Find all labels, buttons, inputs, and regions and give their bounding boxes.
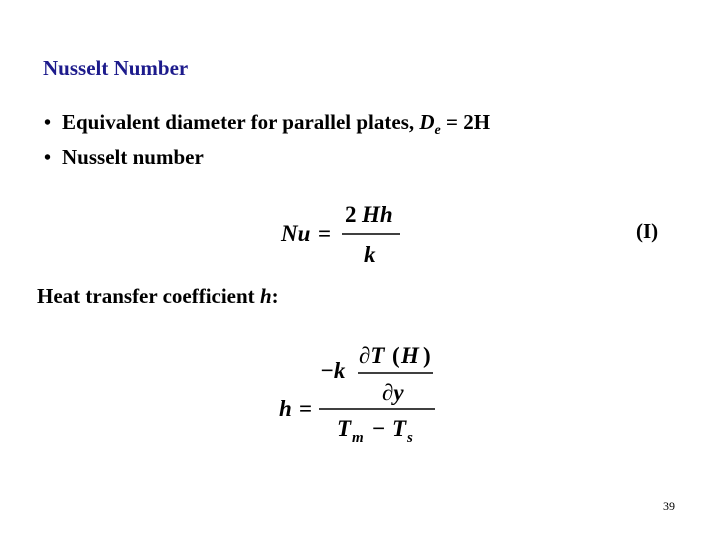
eq2-equals: =: [299, 396, 313, 421]
slide-title: Nusselt Number: [43, 56, 189, 80]
equation-label: (I): [636, 219, 659, 243]
bullet-icon: •: [44, 112, 52, 134]
diameter-subscript: e: [434, 123, 441, 138]
diameter-value: = 2H: [440, 110, 491, 134]
eq2-open-paren: (: [392, 343, 400, 368]
eq2-partial-y: ∂y: [382, 380, 404, 405]
eq2-lhs: h: [279, 396, 292, 421]
eq2-close-paren: ): [423, 343, 431, 368]
eq1-numerator-coef: 2: [345, 202, 357, 227]
bullet-text: Nusselt number: [62, 145, 204, 169]
eq1-numerator-vars: Hh: [362, 202, 393, 227]
page-number: 39: [663, 499, 675, 513]
eq2-t-m: T: [337, 416, 352, 441]
eq2-t-s: T: [392, 416, 407, 441]
eq2-minus-k: −k: [320, 358, 346, 383]
eq2-s-subscript: s: [407, 430, 413, 446]
bullet-icon: •: [44, 147, 52, 169]
eq1-denominator: k: [364, 242, 376, 267]
heat-transfer-text: Heat transfer coefficient: [37, 284, 260, 308]
eq2-h: H: [401, 343, 419, 368]
heat-transfer-symbol: h: [259, 284, 272, 308]
eq2-m-subscript: m: [352, 430, 364, 446]
eq2-minus: −: [372, 416, 386, 441]
diameter-symbol: D: [419, 110, 435, 134]
heat-transfer-colon: :: [271, 284, 279, 308]
eq2-partial-t: ∂T: [359, 343, 385, 368]
eq1-lhs: Nu: [281, 221, 311, 246]
bullet-text: Equivalent diameter for parallel plates,: [62, 110, 420, 134]
eq1-equals: =: [318, 221, 332, 246]
